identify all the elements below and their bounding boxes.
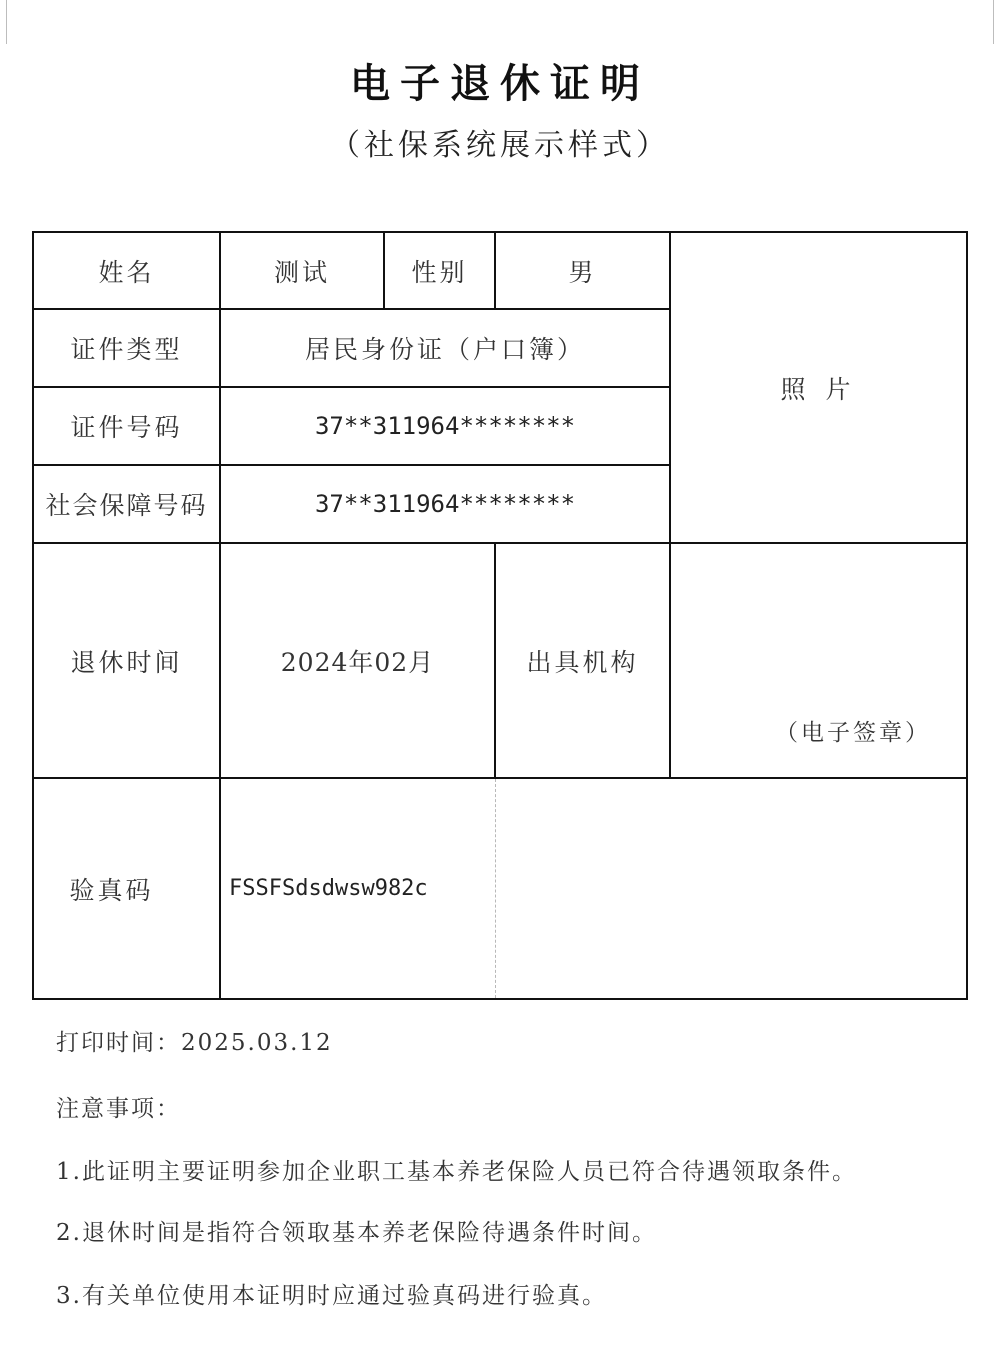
social-security-number-label: 社会保障号码 — [45, 491, 208, 520]
page-corner-mark-right — [993, 0, 994, 44]
name-label: 姓名 — [98, 257, 155, 287]
verification-code-value: FSSFSdsdwsw982c — [229, 876, 428, 901]
id-number-label: 证件号码 — [70, 413, 183, 442]
id-type-value: 居民身份证（户口簿） — [304, 335, 585, 364]
retire-time-label: 退休时间 — [70, 647, 183, 677]
note-item: 1.此证明主要证明参加企业职工基本养老保险人员已符合待遇领取条件。 — [56, 1159, 857, 1185]
document-title: 电子退休证明 — [350, 60, 650, 107]
print-time: 打印时间：2025.03.12 — [56, 1030, 333, 1056]
id-number-value: 37**311964******** — [314, 412, 576, 440]
id-type-label: 证件类型 — [70, 335, 183, 364]
notes-heading: 注意事项： — [56, 1096, 181, 1122]
note-item: 2.退休时间是指符合领取基本养老保险待遇条件时间。 — [56, 1220, 657, 1246]
note-item: 3.有关单位使用本证明时应通过验真码进行验真。 — [56, 1283, 607, 1309]
social-security-number-value: 37**311964******** — [314, 490, 576, 518]
name-value: 测试 — [273, 257, 330, 287]
document-subtitle: （社保系统展示样式） — [330, 128, 670, 163]
gender-label: 性别 — [411, 257, 468, 287]
verification-code-label: 验真码 — [69, 875, 154, 905]
gender-value: 男 — [568, 257, 597, 287]
page-corner-mark-left — [6, 0, 7, 44]
retire-time-value: 2024年02月 — [280, 647, 435, 677]
issuer-label: 出具机构 — [526, 647, 639, 677]
photo-placeholder: 照 片 — [780, 374, 857, 404]
electronic-seal-note: （电子签章） — [775, 719, 931, 746]
